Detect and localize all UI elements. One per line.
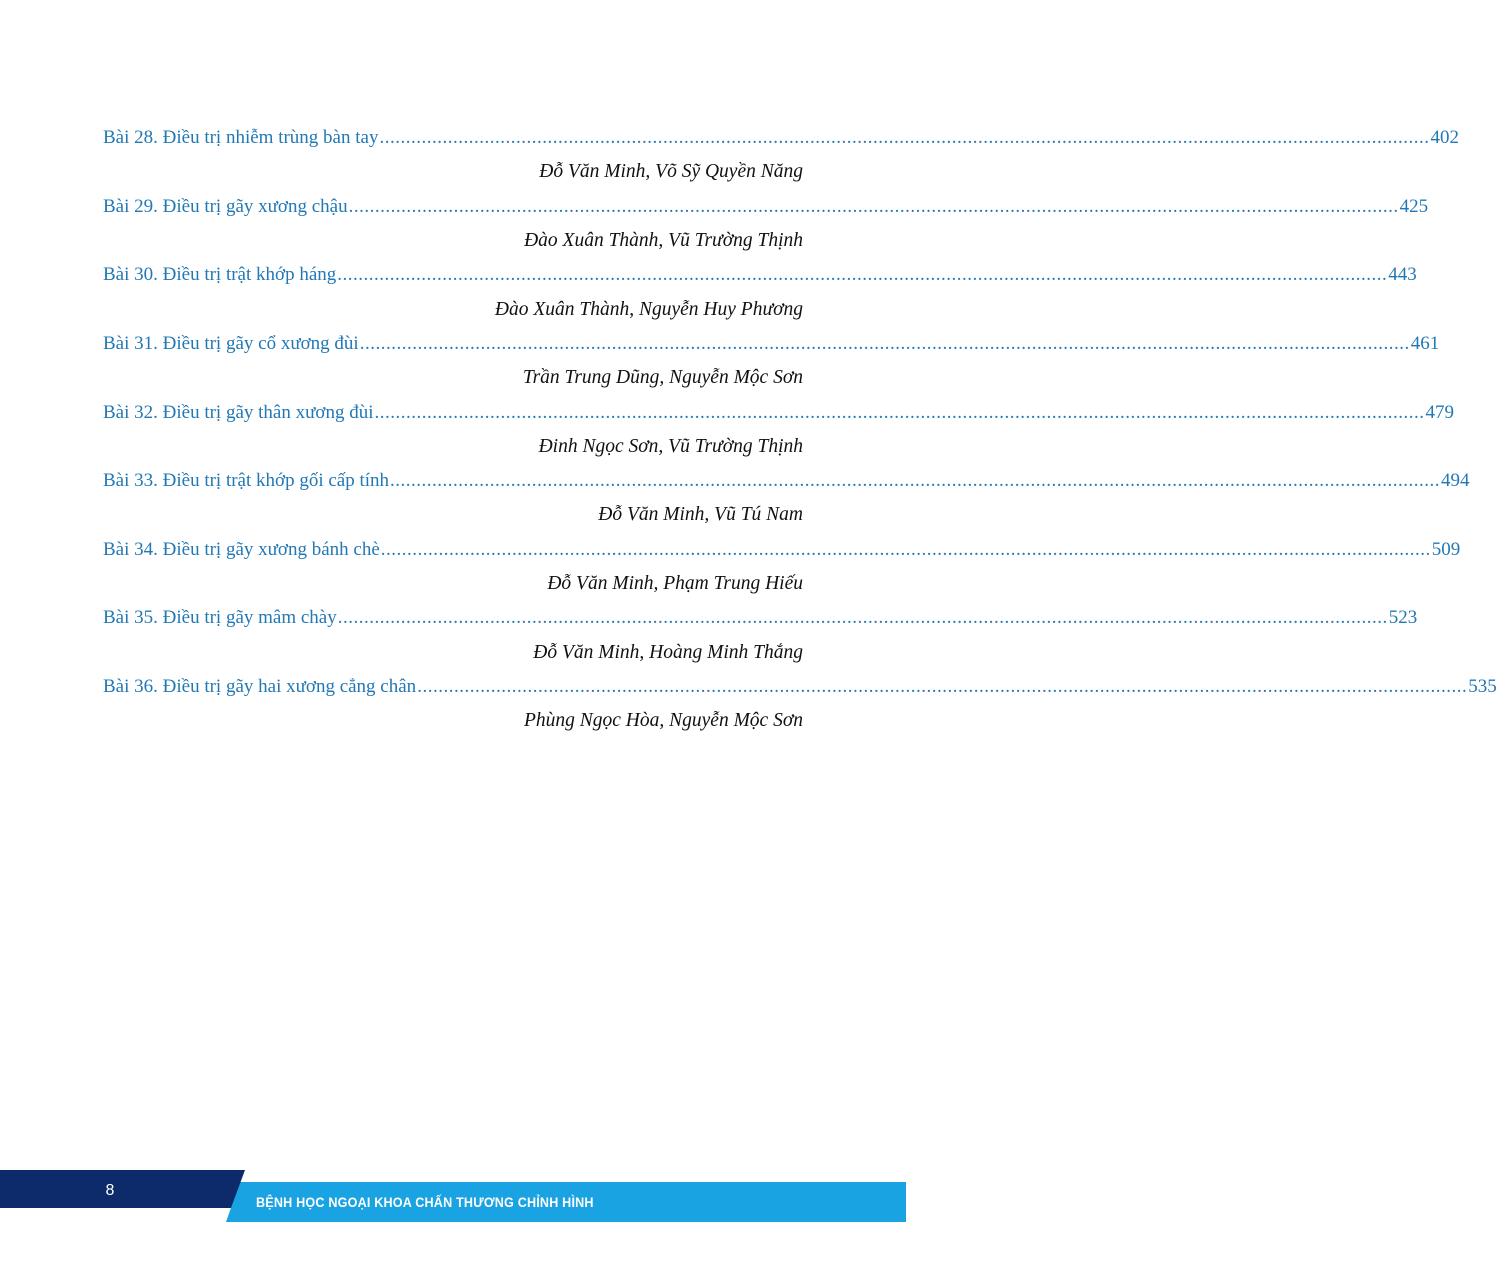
toc-title: Bài 34. Điều trị gãy xương bánh chè: [103, 538, 380, 560]
dot-leader: ........................................................................................................................................................................................................: [390, 470, 1441, 492]
toc-page-number: 402: [1430, 127, 1459, 149]
toc-authors: Đào Xuân Thành, Vũ Trường Thịnh: [524, 230, 803, 252]
toc-page-number: 443: [1388, 264, 1417, 286]
toc-authors: Đỗ Văn Minh, Phạm Trung Hiếu: [547, 573, 803, 594]
toc-entry-title: [103, 533, 1461, 567]
toc-title: Bài 32. Điều trị gãy thân xương đùi: [103, 401, 374, 423]
toc-entry-title: [103, 670, 1497, 704]
toc-entry-title: [103, 258, 1417, 292]
toc-entry-title: [103, 327, 1440, 361]
toc-page-number: 535: [1468, 675, 1497, 697]
toc-authors: Đinh Ngọc Sơn, Vũ Trường Thịnh: [538, 435, 803, 457]
toc-authors: Đỗ Văn Minh, Hoàng Minh Thắng: [533, 641, 803, 663]
toc-title: Bài 35. Điều trị gãy mâm chày: [103, 607, 337, 629]
toc-authors: Trần Trung Dũng, Nguyễn Mộc Sơn: [522, 367, 803, 389]
toc-entry-title: [103, 395, 1454, 429]
table-of-contents: [103, 121, 1497, 738]
toc-entry-title: [103, 190, 1429, 224]
toc-title: Bài 33. Điều trị trật khớp gối cấp tính: [103, 470, 390, 492]
dot-leader: ........................................................................................................................................................................................................: [359, 333, 1410, 355]
toc-title: Bài 29. Điều trị gãy xương chậu: [103, 195, 348, 217]
toc-authors: Đỗ Văn Minh, Vũ Tú Nam: [598, 504, 803, 526]
toc-page-number: 425: [1399, 195, 1429, 217]
dot-leader: ........................................................................................................................................................................................................: [337, 264, 1388, 286]
dot-leader: ........................................................................................................................................................................................................: [337, 607, 1388, 629]
dot-leader: ........................................................................................................................................................................................................: [380, 538, 1431, 560]
toc-page-number: 479: [1425, 401, 1454, 423]
toc-entry-title: [103, 464, 1470, 498]
toc-page-number: 461: [1410, 332, 1440, 354]
page-number: 8: [105, 1182, 115, 1199]
toc-entry-title: [103, 601, 1418, 635]
toc-page-number: 509: [1431, 538, 1461, 560]
toc-authors: Phùng Ngọc Hòa, Nguyễn Mộc Sơn: [523, 710, 803, 732]
toc-entry-title: [103, 121, 1459, 155]
toc-title: Bài 31. Điều trị gãy cổ xương đùi: [103, 332, 359, 354]
dot-leader: ........................................................................................................................................................................................................: [348, 195, 1399, 217]
toc-authors: Đào Xuân Thành, Nguyễn Huy Phương: [494, 298, 803, 320]
dot-leader: ........................................................................................................................................................................................................: [379, 127, 1430, 149]
toc-authors: Đỗ Văn Minh, Võ Sỹ Quyền Năng: [539, 161, 803, 183]
toc-page-number: 523: [1388, 607, 1418, 629]
toc-page-number: 494: [1441, 470, 1470, 492]
toc-title: Bài 30. Điều trị trật khớp háng: [103, 264, 337, 286]
dot-leader: ........................................................................................................................................................................................................: [374, 401, 1425, 423]
toc-title: Bài 36. Điều trị gãy hai xương cẳng chân: [103, 675, 417, 697]
toc-title: Bài 28. Điều trị nhiễm trùng bàn tay: [103, 127, 379, 149]
book-title: BỆNH HỌC NGOẠI KHOA CHẤN THƯƠNG CHỈNH HÌNH: [256, 1194, 594, 1210]
dot-leader: ........................................................................................................................................................................................................: [417, 676, 1468, 698]
